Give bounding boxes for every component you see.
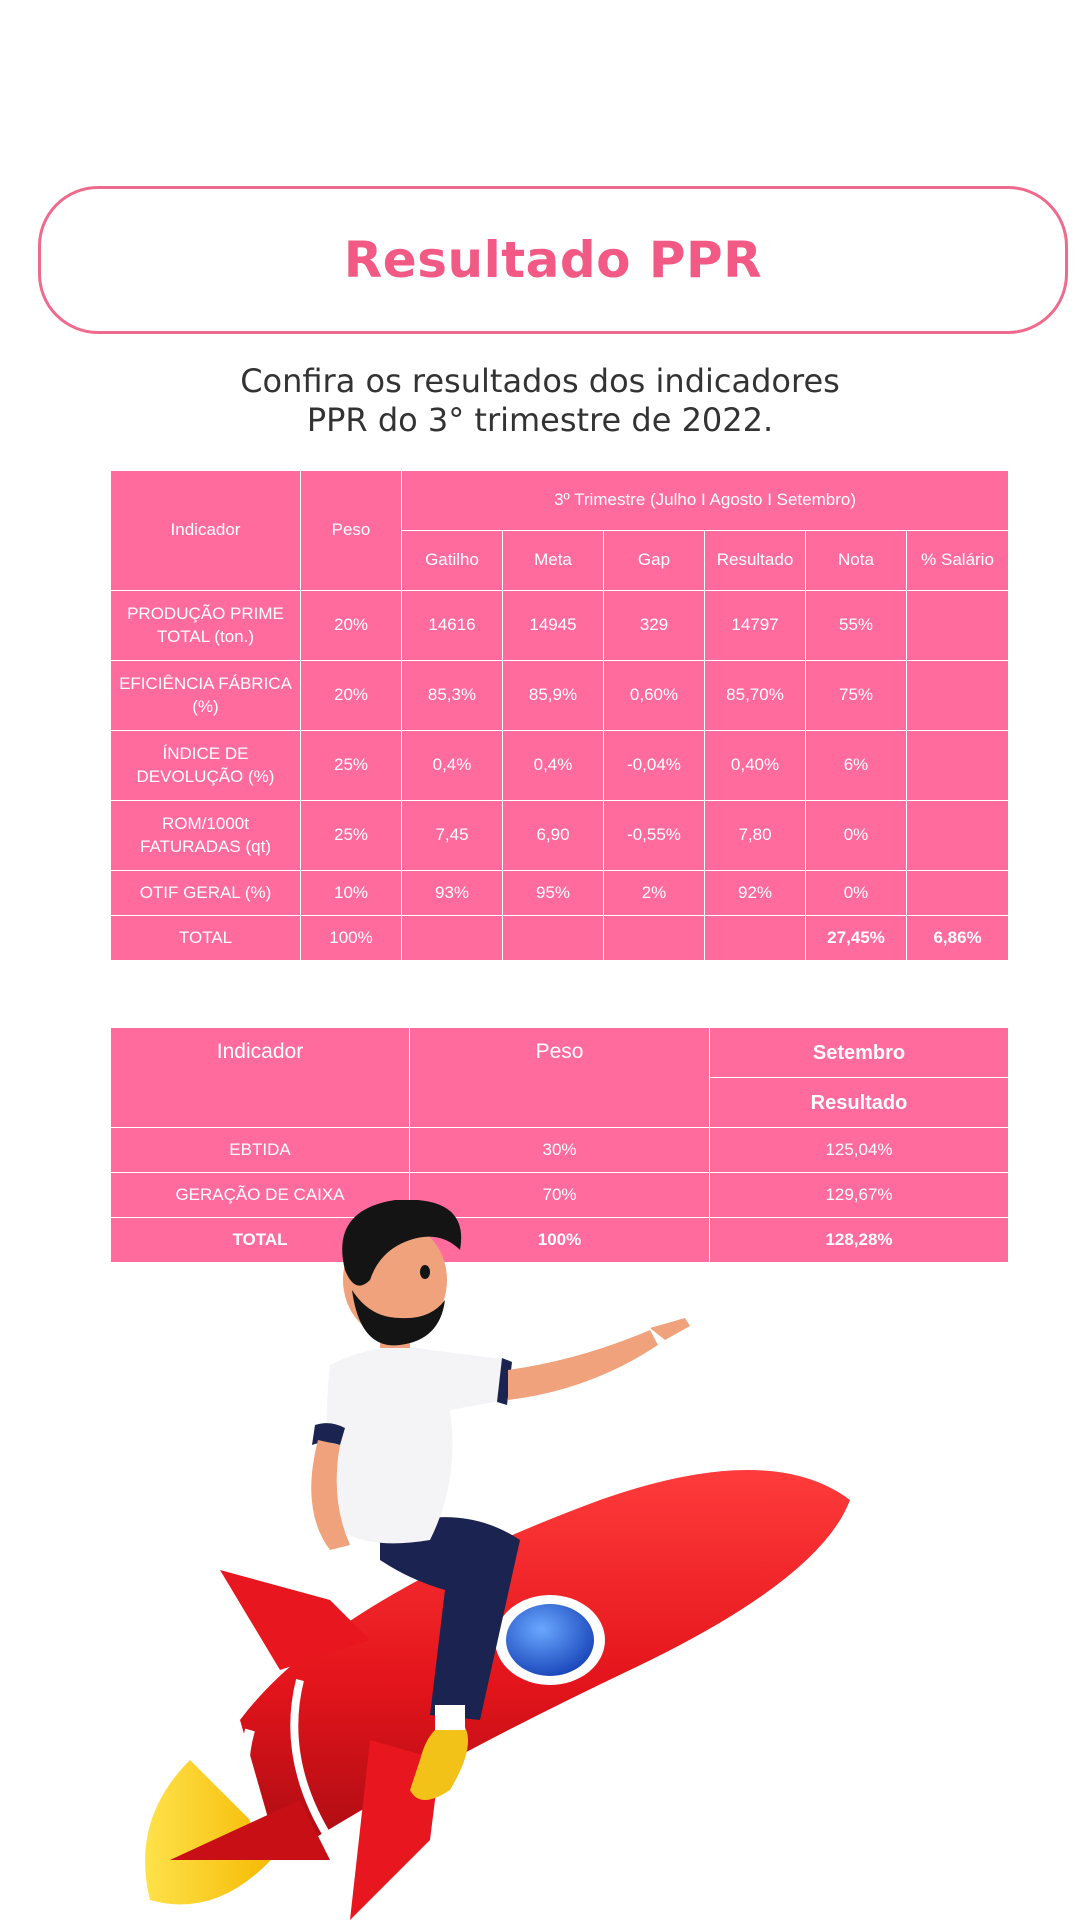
table-row [111,801,1009,871]
row-resultado: 7,80 [705,801,806,871]
header-gap: Gap [604,531,705,591]
row-indicador: GERAÇÃO DE CAIXA [111,1173,410,1218]
table-row [111,871,1009,916]
header-salario: % Salário [907,531,1009,591]
row-gap: 329 [604,591,705,661]
row-indicador: ROM/1000t FATURADAS (qt) [111,801,301,871]
row-nota: 55% [806,591,907,661]
header-resultado: Resultado [705,531,806,591]
row-resultado: 85,70% [705,661,806,731]
row-indicador: ÍNDICE DE DEVOLUÇÃO (%) [111,731,301,801]
row-peso: 10% [301,871,402,916]
row-nota: 0% [806,801,907,871]
total-label: TOTAL [111,1218,410,1263]
header-resultado: Resultado [710,1078,1009,1128]
row-gatilho: 0,4% [402,731,503,801]
row-resultado: 129,67% [710,1173,1009,1218]
row-indicador: OTIF GERAL (%) [111,871,301,916]
table-row [111,1128,1009,1173]
title-box [38,186,1068,334]
subtitle-line-1: Confira os resultados dos indicadores [240,362,840,400]
header-gatilho: Gatilho [402,531,503,591]
row-gap: 2% [604,871,705,916]
row-gap: -0,04% [604,731,705,801]
total-label: TOTAL [111,916,301,961]
row-salario [907,731,1009,801]
row-peso: 25% [301,731,402,801]
page-title: Resultado PPR [343,231,763,289]
quarter-results-table [110,470,1009,961]
row-gatilho: 93% [402,871,503,916]
row-nota: 6% [806,731,907,801]
row-peso: 30% [410,1128,710,1173]
row-gap: 0,60% [604,661,705,731]
empty-cell [402,916,503,961]
subtitle-line-2: PPR do 3° trimestre de 2022. [306,401,774,439]
row-gatilho: 85,3% [402,661,503,731]
row-nota: 0% [806,871,907,916]
header-month: Setembro [710,1028,1009,1078]
row-gatilho: 7,45 [402,801,503,871]
row-salario [907,871,1009,916]
row-meta: 85,9% [503,661,604,731]
row-peso: 20% [301,661,402,731]
row-meta: 0,4% [503,731,604,801]
man-riding-rocket-illustration [130,1200,890,1920]
row-indicador: PRODUÇÃO PRIME TOTAL (ton.) [111,591,301,661]
row-salario [907,591,1009,661]
total-peso: 100% [410,1218,710,1263]
row-peso: 25% [301,801,402,871]
total-peso: 100% [301,916,402,961]
table-row [111,731,1009,801]
row-meta: 6,90 [503,801,604,871]
row-peso: 20% [301,591,402,661]
row-resultado: 0,40% [705,731,806,801]
total-resultado: 128,28% [710,1218,1009,1263]
row-salario [907,801,1009,871]
row-resultado: 125,04% [710,1128,1009,1173]
empty-cell [705,916,806,961]
row-peso: 70% [410,1173,710,1218]
total-nota: 27,45% [806,916,907,961]
header-indicador: Indicador [111,471,301,591]
page-subtitle [0,362,1080,440]
row-gatilho: 14616 [402,591,503,661]
header-nota: Nota [806,531,907,591]
row-resultado: 92% [705,871,806,916]
row-resultado: 14797 [705,591,806,661]
total-salario: 6,86% [907,916,1009,961]
row-nota: 75% [806,661,907,731]
row-gap: -0,55% [604,801,705,871]
row-meta: 14945 [503,591,604,661]
row-indicador: EFICIÊNCIA FÁBRICA (%) [111,661,301,731]
header-meta: Meta [503,531,604,591]
total-row [111,916,1009,961]
table-row [111,661,1009,731]
empty-cell [604,916,705,961]
header-peso: Peso [410,1028,710,1128]
table-row [111,591,1009,661]
header-peso: Peso [301,471,402,591]
header-quarter: 3º Trimestre (Julho I Agosto I Setembro) [402,471,1009,531]
row-meta: 95% [503,871,604,916]
row-salario [907,661,1009,731]
empty-cell [503,916,604,961]
row-indicador: EBTIDA [111,1128,410,1173]
header-indicador: Indicador [111,1028,410,1128]
